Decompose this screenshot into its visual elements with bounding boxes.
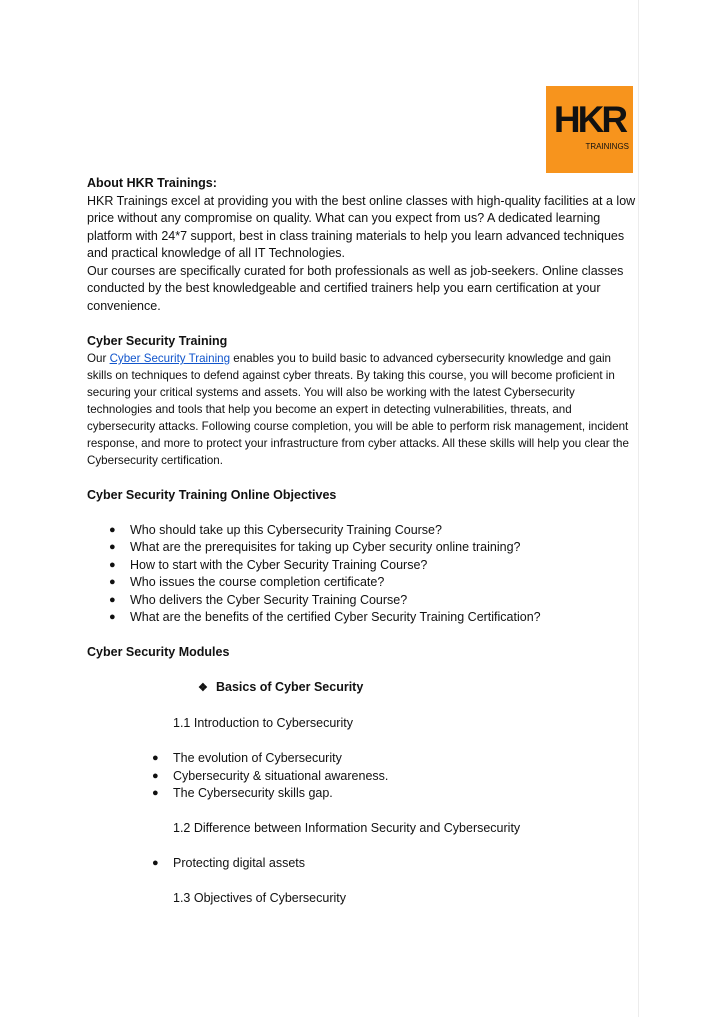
topic-1-list [87, 750, 639, 803]
module-heading: ❖ Basics of Cyber Security [87, 679, 639, 698]
topic-heading: 1.1 Introduction to Cybersecurity [173, 716, 353, 730]
cyber-security-training-link[interactable]: Cyber Security Training [109, 352, 231, 365]
bullet-icon: ● [109, 523, 116, 536]
bullet-icon: ● [109, 576, 116, 588]
bullet-icon: ● [152, 752, 159, 764]
objectives-heading: Cyber Security Training Online Objectives [87, 487, 337, 502]
modules-heading: Cyber Security Modules [87, 645, 230, 659]
bullet-icon: ● [152, 787, 159, 799]
document-body [87, 175, 639, 908]
list-item: ● What are the prerequisites for taking up Cyber security online training? [87, 539, 639, 557]
logo-subtitle: TRAININGS [585, 142, 629, 151]
training-prefix: Our [87, 352, 110, 365]
training-text: enables you to build basic to advanced cybersecurity knowledge and gain skills on techniques to defend against cyber threats. By taking this course, you will become proficient in securing your critical systems and assets. You will also be working with the latest Cybersecurity technologies and tools that help you become an expert in detecting vulnerabilities, threats, and cybersecurity attacks. Following course completion, you will be able to perform risk management, incident response, and more to protect your infrastructure from cyber attacks. All these skills will help you clear the Cybersecurity certification. [87, 352, 629, 467]
topic-2-list [87, 855, 639, 873]
list-item: ● Protecting digital assets [87, 855, 639, 873]
list-item: ● How to start with the Cyber Security Training Course? [87, 557, 639, 575]
objectives-list [87, 522, 639, 627]
list-item: ● Who issues the course completion certificate? [87, 574, 639, 592]
about-heading: About HKR Trainings: [87, 176, 217, 190]
training-paragraph [87, 350, 639, 469]
topic-heading: 1.2 Difference between Information Security and Cybersecurity [173, 821, 521, 835]
logo-wordmark: HKR [553, 99, 626, 140]
bullet-icon: ● [152, 857, 159, 869]
bullet-icon: ● [109, 558, 116, 571]
hkr-logo [546, 86, 633, 173]
bullet-icon: ● [109, 541, 116, 553]
about-paragraph-1: HKR Trainings excel at providing you with the best online classes with high-quality facilities at a low price without any compromise on quality. What can you expect from us? A dedicated learning platform with 24*7 support, best in class training materials to help you learn advanced techniques and practical knowledge of all IT Technologies. [87, 193, 636, 260]
list-item: ● The evolution of Cybersecurity [87, 750, 639, 768]
bullet-icon: ● [152, 769, 159, 782]
topic-heading: 1.3 Objectives of Cybersecurity [173, 891, 346, 905]
bullet-icon: ● [109, 593, 116, 606]
list-item: ● Who delivers the Cyber Security Training Course? [87, 592, 639, 610]
list-item: ● What are the benefits of the certified Cyber Security Training Certification? [87, 609, 639, 627]
bullet-icon: ● [109, 611, 116, 623]
about-paragraph-2: Our courses are specifically curated for both professionals as well as job-seekers. Online classes conducted by the best knowledgeable and certified trainers help you earn certification at your convenience. [87, 263, 624, 313]
list-item: ● Cybersecurity & situational awareness. [87, 768, 639, 786]
list-item: ● The Cybersecurity skills gap. [87, 785, 639, 803]
list-item: ● Who should take up this Cybersecurity Training Course? [87, 522, 639, 540]
diamond-bullet-icon: ❖ [198, 682, 208, 694]
training-heading: Cyber Security Training [87, 333, 228, 348]
